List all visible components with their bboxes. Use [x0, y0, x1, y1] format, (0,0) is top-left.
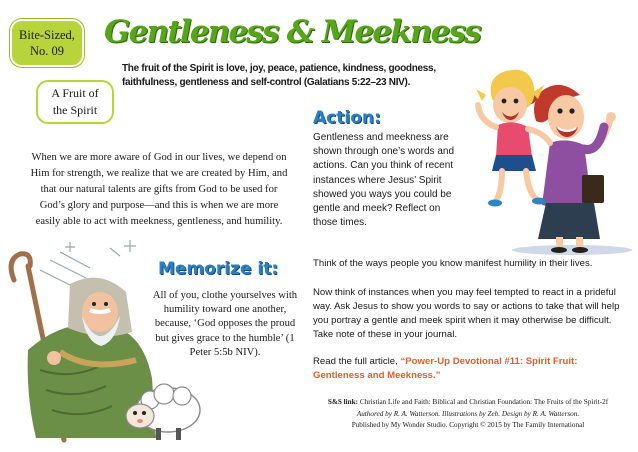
- credits-block: [303, 397, 633, 432]
- fruit-tag-line1: A Fruit of: [51, 86, 99, 100]
- fruit-of-spirit-tag: [36, 80, 114, 124]
- intro-paragraph: When we are more aware of God in our lives, we depend on Him for strength, we realize that we are created by Him, and that our natural talents are gifts from God to be used for God’s glory and purpose—and this is when we are more easily able to act with meekness, gentleness, and humility.: [30, 152, 288, 227]
- action-text: Gentleness and meekness are shown through one’s words and actions. Can you think of recent instances where Jesus’ Spirit showed you ways you could be gentle and meek? Reflect on those times.: [313, 132, 455, 229]
- article-link[interactable]: “Power-Up Devotional #11: Spirit Fruit: Gentleness and Meekness.”: [313, 356, 578, 381]
- memorize-heading: Memorize it:: [158, 259, 279, 279]
- humility-paragraph: Think of the ways people you know manifest humility in their lives.: [313, 258, 593, 269]
- authored-line: Authored by R. A. Watterson. Illustrations by Zeb. Design by R. A. Watterson.: [356, 409, 580, 418]
- page-title: Gentleness & Meekness: [104, 14, 480, 50]
- published-line: Published by My Wonder Studio. Copyright © 2015 by The Family International: [351, 421, 585, 429]
- shepherd-with-lamb-illustration: [0, 240, 300, 452]
- galatians-verse: The fruit of the Spirit is love, joy, peace, patience, kindness, goodness, faithfulness, gentleness and self-control (Galatians 5:22–23 NIV).: [122, 63, 436, 88]
- memory-verse: All of you, clothe yourselves with humility toward one another, because, ‘God opposes the proud but gives grace to the humble’ (1 Peter 5:5b NIV).: [152, 290, 298, 358]
- read-article-prefix: Read the full article,: [313, 356, 401, 367]
- action-heading: Action:: [313, 108, 381, 128]
- badge-series: Bite-Sized,: [19, 28, 75, 42]
- read-article-paragraph: [313, 355, 631, 383]
- badge-number: No. 09: [29, 44, 65, 58]
- issue-badge: [10, 19, 84, 67]
- prideful-reaction-paragraph: Now think of instances when you may feel tempted to react in a prideful way. Ask Jesus to show you words to say or actions to take that will help you portray a gentle and meek spirit when it may otherwise be difficult. Take note of these in your journal.: [313, 287, 620, 340]
- mother-and-child-illustration: [462, 65, 638, 255]
- ss-link-label: S&S link:: [327, 398, 359, 406]
- fruit-tag-line2: the Spirit: [52, 103, 98, 117]
- ss-link-text[interactable]: Christian Life and Faith: Biblical and Christian Foundation: The Fruits of the Spirit-2f: [358, 398, 609, 406]
- ss-link-line: [303, 397, 633, 409]
